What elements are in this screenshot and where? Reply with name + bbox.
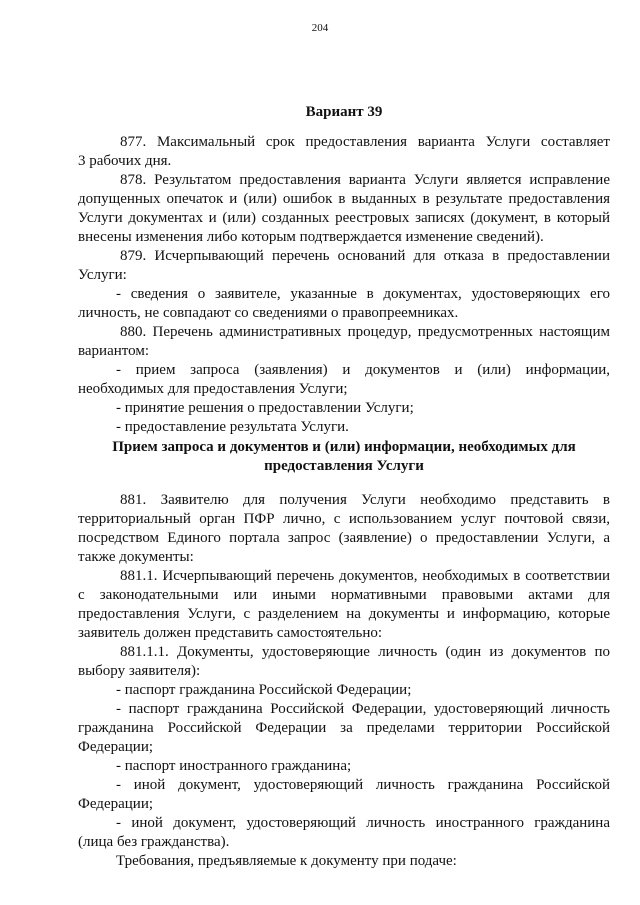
text-line: необходимых для предоставления Услуги; — [78, 381, 348, 397]
text-line: - паспорт иностранного гражданина; — [116, 758, 352, 774]
text-line: 881. Заявителю для получения Услуги необходимо представить в — [120, 492, 610, 508]
text-line: 880. Перечень административных процедур, предусмотренных настоящим — [120, 324, 610, 340]
text-line: предоставления Услуги, с разделением на документы и информацию, которые — [78, 606, 610, 622]
section-heading: Прием запроса и документов и (или) информации, необходимых для предоставления Услуги — [112, 439, 576, 474]
text-line: Требования, предъявляемые к документу при подаче: — [116, 853, 457, 869]
text-line: - предоставление результата Услуги. — [116, 419, 349, 435]
text-line: личность, не совпадают со сведениями о правопреемниках. — [78, 305, 459, 321]
text-line: заявитель должен представить самостоятельно: — [78, 625, 383, 641]
text-line: с законодательными или иными нормативными правовыми актами для — [78, 587, 610, 603]
text-line: территориальный орган ПФР лично, с использованием услуг почтовой связи, — [78, 511, 610, 527]
text-line: Услуги: — [78, 267, 127, 283]
text-line: - иной документ, удостоверяющий личность гражданина Российской — [116, 777, 610, 793]
text-line: внесены изменения либо которым подтверждается изменение сведений). — [78, 229, 544, 245]
text-line: 881.1.1. Документы, удостоверяющие личность (один из документов по — [120, 644, 610, 660]
text-line: - иной документ, удостоверяющий личность иностранного гражданина — [116, 815, 610, 831]
text-line: также документы: — [78, 549, 194, 565]
text-line: гражданина Российской Федерации за пределами территории Российской — [78, 720, 610, 736]
text-line: (лица без гражданства). — [78, 834, 230, 850]
text-line: - паспорт гражданина Российской Федерации; — [116, 682, 412, 698]
text-line: 879. Исчерпывающий перечень оснований для отказа в предоставлении — [120, 248, 610, 264]
text-line: вариантом: — [78, 343, 149, 359]
text-line: - сведения о заявителе, указанные в документах, удостоверяющих его — [116, 286, 610, 302]
text-line: допущенных опечаток и (или) ошибок в выданных в результате предоставления — [78, 191, 610, 207]
text-line: выбору заявителя): — [78, 663, 201, 679]
text-line: посредством Единого портала запрос (заявление) о предоставлении Услуги, а — [78, 530, 610, 546]
text-line: - принятие решения о предоставлении Услуги; — [116, 400, 414, 416]
text-line: Федерации; — [78, 739, 154, 755]
text-line: 3 рабочих дня. — [78, 153, 172, 169]
text-line: - паспорт гражданина Российской Федерации, удостоверяющий личность — [116, 701, 610, 717]
variant-heading: Вариант 39 — [305, 104, 383, 120]
text-line: 878. Результатом предоставления варианта Услуги является исправление — [120, 172, 610, 188]
page-number: 204 — [311, 22, 329, 34]
text-line: Услуги документах и (или) созданных реестровых записях (документ, в который — [78, 210, 610, 226]
text-line: - прием запроса (заявления) и документов и (или) информации, — [116, 362, 610, 378]
text-line: Федерации; — [78, 796, 154, 812]
text-line: 881.1. Исчерпывающий перечень документов, необходимых в соответствии — [120, 568, 610, 584]
text-line: 877. Максимальный срок предоставления варианта Услуги составляет — [120, 134, 610, 150]
